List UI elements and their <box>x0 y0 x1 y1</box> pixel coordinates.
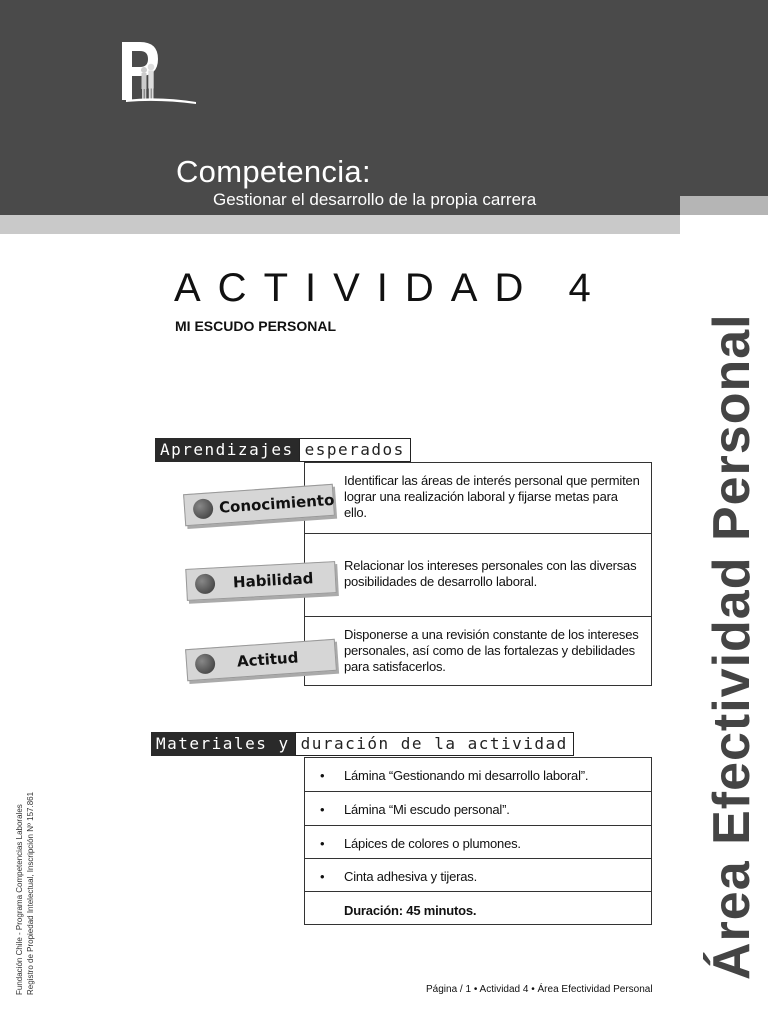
aprendizaje-row <box>305 616 651 686</box>
aprendizajes-table <box>304 462 652 686</box>
header-gray-strip <box>0 215 680 234</box>
tag-label: Conocimiento <box>218 490 335 517</box>
bullet: • <box>320 836 325 851</box>
material-text: Lápices de colores o plumones. <box>344 836 521 851</box>
materiales-label-dark: Materiales y <box>151 732 295 756</box>
bullet: • <box>320 768 325 783</box>
tag-label: Actitud <box>236 648 299 671</box>
tag-label: Habilidad <box>232 569 314 592</box>
materiales-table <box>304 757 652 925</box>
duracion-row <box>305 891 651 925</box>
page-footer: Página / 1 • Actividad 4 • Área Efectividad Personal <box>426 984 653 995</box>
aprendizaje-row <box>305 533 651 616</box>
material-row <box>305 791 651 825</box>
material-row <box>305 858 651 891</box>
bullet: • <box>320 802 325 817</box>
side-area-title: Área Efectividad Personal <box>703 313 761 980</box>
aprendizaje-text: Disponerse a una revisión constante de los intereses personales, así como de las fortalezas y debilidades para satisfacerlos. <box>344 627 639 674</box>
competencia-text: Gestionar el desarrollo de la propia carrera <box>213 190 537 209</box>
material-text: Lámina “Gestionando mi desarrollo laboral”. <box>344 768 589 783</box>
materiales-header <box>151 732 574 756</box>
material-text: Lámina “Mi escudo personal”. <box>344 802 510 817</box>
credits-line-2: Registro de Propiedad Intelectual, Inscripción Nº 157.861 <box>26 791 35 995</box>
material-text: Cinta adhesiva y tijeras. <box>344 869 478 884</box>
side-credits <box>14 792 36 995</box>
duracion-text: Duración: 45 minutos. <box>344 903 477 918</box>
pushpin-icon <box>192 498 213 519</box>
bullet: • <box>320 869 325 884</box>
logo-icon <box>118 40 198 106</box>
aprendizaje-text: Identificar las áreas de interés personal que permiten lograr una realización laboral y fijarse metas para ello. <box>344 473 640 520</box>
pushpin-icon <box>194 653 215 674</box>
material-row <box>305 758 651 791</box>
activity-title: ACTIVIDAD 4 <box>174 266 608 310</box>
aprendizajes-header <box>155 438 411 462</box>
logo <box>118 40 198 106</box>
activity-subtitle: MI ESCUDO PERSONAL <box>175 318 337 334</box>
aprendizaje-row <box>305 463 651 533</box>
aprendizajes-label-light: esperados <box>299 438 411 462</box>
aprendizajes-label-dark: Aprendizajes <box>155 438 299 462</box>
header-band <box>0 0 768 215</box>
aprendizaje-text: Relacionar los intereses personales con las diversas posibilidades de desarrollo laboral. <box>344 558 637 589</box>
material-row <box>305 825 651 858</box>
credits-line-1: Fundación Chile - Programa Competencias Laborales <box>15 804 24 995</box>
header-gray-tab <box>680 196 768 215</box>
materiales-label-light: duración de la actividad <box>295 732 574 756</box>
competencia-label: Competencia: <box>176 154 371 189</box>
pushpin-icon <box>195 573 216 594</box>
